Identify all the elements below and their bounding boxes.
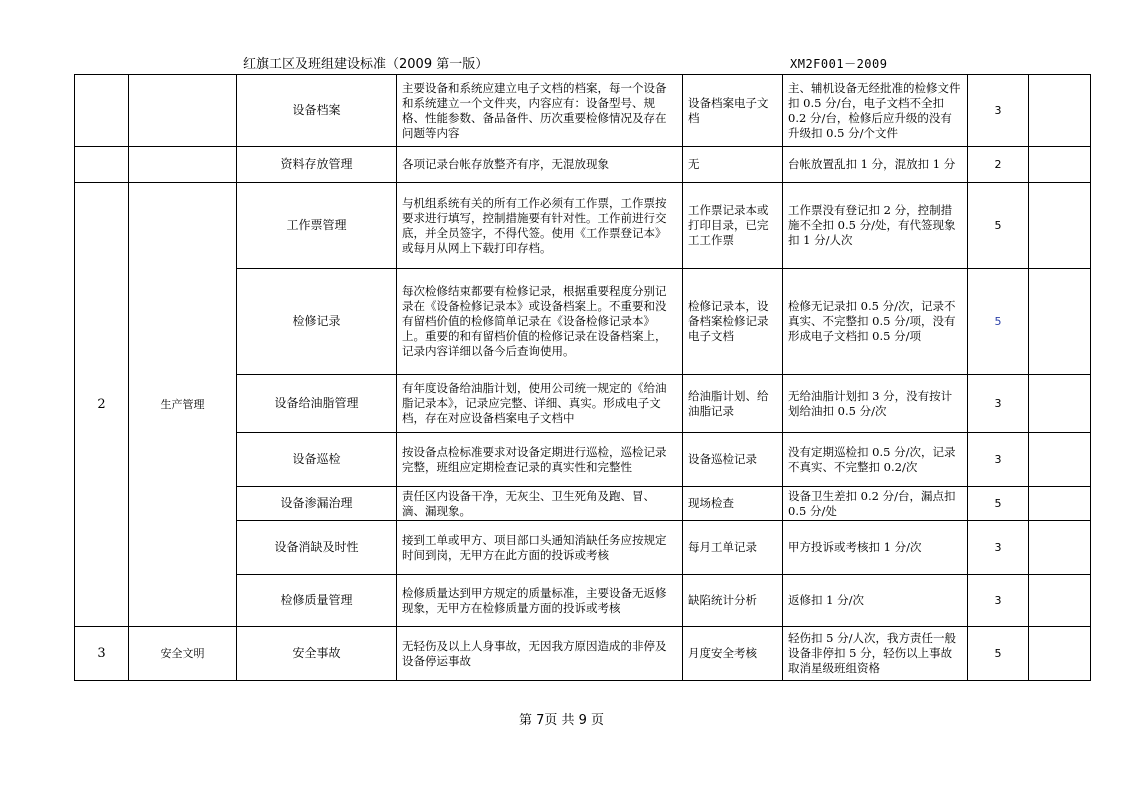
group-number-cell — [75, 147, 129, 183]
document-title: 红旗工区及班组建设标准（2009 第一版） — [243, 57, 489, 72]
score-cell: 3 — [968, 375, 1029, 433]
group-number: 3 — [75, 627, 129, 681]
group-category-cell — [129, 147, 237, 183]
item-cell: 设备给油脂管理 — [237, 375, 397, 433]
basis-cell: 给油脂计划、给油脂记录 — [683, 375, 783, 433]
requirement-cell: 主要设备和系统应建立电子文档的档案，每一个设备和系统建立一个文件夹，内容应有：设备型号、规格、性能参数、备品备件、历次重要检修情况及存在问题等内容 — [397, 75, 683, 147]
remark-cell — [1029, 487, 1091, 521]
score-cell: 3 — [968, 521, 1029, 575]
score-cell: 5 — [968, 183, 1029, 269]
basis-cell: 设备档案电子文档 — [683, 75, 783, 147]
score-cell: 5 — [968, 487, 1029, 521]
remark-cell — [1029, 75, 1091, 147]
item-cell: 工作票管理 — [237, 183, 397, 269]
item-cell: 检修记录 — [237, 269, 397, 375]
deduction-cell: 甲方投诉或考核扣 1 分/次 — [783, 521, 968, 575]
standards-table — [74, 74, 1091, 681]
item-cell: 资料存放管理 — [237, 147, 397, 183]
remark-cell — [1029, 375, 1091, 433]
deduction-cell: 设备卫生差扣 0.2 分/台，漏点扣 0.5 分/处 — [783, 487, 968, 521]
remark-cell — [1029, 627, 1091, 681]
remark-cell — [1029, 183, 1091, 269]
score-cell: 3 — [968, 433, 1029, 487]
deduction-cell: 检修无记录扣 0.5 分/次，记录不真实、不完整扣 0.5 分/项，没有形成电子文档扣 0.5 分/项 — [783, 269, 968, 375]
table-row — [75, 627, 1091, 681]
group-category-cell — [129, 75, 237, 147]
group-category: 生产管理 — [129, 183, 237, 627]
requirement-cell: 无轻伤及以上人身事故，无因我方原因造成的非停及设备停运事故 — [397, 627, 683, 681]
basis-cell: 缺陷统计分析 — [683, 575, 783, 627]
requirement-cell: 检修质量达到甲方规定的质量标准，主要设备无返修现象，无甲方在检修质量方面的投诉或考核 — [397, 575, 683, 627]
item-cell: 检修质量管理 — [237, 575, 397, 627]
deduction-cell: 无给油脂计划扣 3 分，没有按计划给油扣 0.5 分/次 — [783, 375, 968, 433]
deduction-cell: 没有定期巡检扣 0.5 分/次，记录不真实、不完整扣 0.2/次 — [783, 433, 968, 487]
deduction-cell: 轻伤扣 5 分/人次，我方责任一般设备非停扣 5 分，轻伤以上事故取消星级班组资格 — [783, 627, 968, 681]
group-category: 安全文明 — [129, 627, 237, 681]
score-cell: 5 — [968, 269, 1029, 375]
table-row — [75, 147, 1091, 183]
score-cell: 3 — [968, 575, 1029, 627]
item-cell: 设备渗漏治理 — [237, 487, 397, 521]
requirement-cell: 按设备点检标准要求对设备定期进行巡检，巡检记录完整，班组应定期检查记录的真实性和完整性 — [397, 433, 683, 487]
item-cell: 安全事故 — [237, 627, 397, 681]
deduction-cell: 台帐放置乱扣 1 分，混放扣 1 分 — [783, 147, 968, 183]
remark-cell — [1029, 269, 1091, 375]
basis-cell: 每月工单记录 — [683, 521, 783, 575]
basis-cell: 设备巡检记录 — [683, 433, 783, 487]
remark-cell — [1029, 433, 1091, 487]
basis-cell: 工作票记录本或打印目录，已完工工作票 — [683, 183, 783, 269]
page-number: 第 7页 共 9 页 — [518, 713, 605, 728]
remark-cell — [1029, 521, 1091, 575]
item-cell: 设备档案 — [237, 75, 397, 147]
table-row — [75, 183, 1091, 269]
score-cell: 3 — [968, 75, 1029, 147]
remark-cell — [1029, 575, 1091, 627]
group-number: 2 — [75, 183, 129, 627]
item-cell: 设备消缺及时性 — [237, 521, 397, 575]
requirement-cell: 接到工单或甲方、项目部口头通知消缺任务应按规定时间到岗，无甲方在此方面的投诉或考核 — [397, 521, 683, 575]
document-code: XM2F001－2009 — [790, 57, 888, 71]
remark-cell — [1029, 147, 1091, 183]
requirement-cell: 每次检修结束都要有检修记录，根据重要程度分别记录在《设备检修记录本》或设备档案上。不重要和没有留档价值的检修简单记录在《设备检修记录本》上。重要的和有留档价值的检修记录在设备档案上，记录内容详细以备今后查询使用。 — [397, 269, 683, 375]
group-number-cell — [75, 75, 129, 147]
basis-cell: 现场检查 — [683, 487, 783, 521]
deduction-cell: 工作票没有登记扣 2 分，控制措施不全扣 0.5 分/处，有代签现象扣 1 分/人次 — [783, 183, 968, 269]
score-cell: 2 — [968, 147, 1029, 183]
item-cell: 设备巡检 — [237, 433, 397, 487]
table-row — [75, 75, 1091, 147]
requirement-cell: 责任区内设备干净，无灰尘、卫生死角及跑、冒、滴、漏现象。 — [397, 487, 683, 521]
score-cell: 5 — [968, 627, 1029, 681]
basis-cell: 无 — [683, 147, 783, 183]
requirement-cell: 有年度设备给油脂计划，使用公司统一规定的《给油脂记录本》，记录应完整、详细、真实。形成电子文档，存在对应设备档案电子文档中 — [397, 375, 683, 433]
basis-cell: 月度安全考核 — [683, 627, 783, 681]
deduction-cell: 返修扣 1 分/次 — [783, 575, 968, 627]
requirement-cell: 各项记录台帐存放整齐有序，无混放现象 — [397, 147, 683, 183]
basis-cell: 检修记录本，设备档案检修记录电子文档 — [683, 269, 783, 375]
deduction-cell: 主、辅机设备无经批准的检修文件扣 0.5 分/台，电子文档不全扣 0.2 分/台，检修后应升级的没有升级扣 0.5 分/个文件 — [783, 75, 968, 147]
requirement-cell: 与机组系统有关的所有工作必须有工作票，工作票按要求进行填写，控制措施要有针对性。工作前进行交底，并全员签字，不得代签。使用《工作票登记本》或每月从网上下载打印存档。 — [397, 183, 683, 269]
